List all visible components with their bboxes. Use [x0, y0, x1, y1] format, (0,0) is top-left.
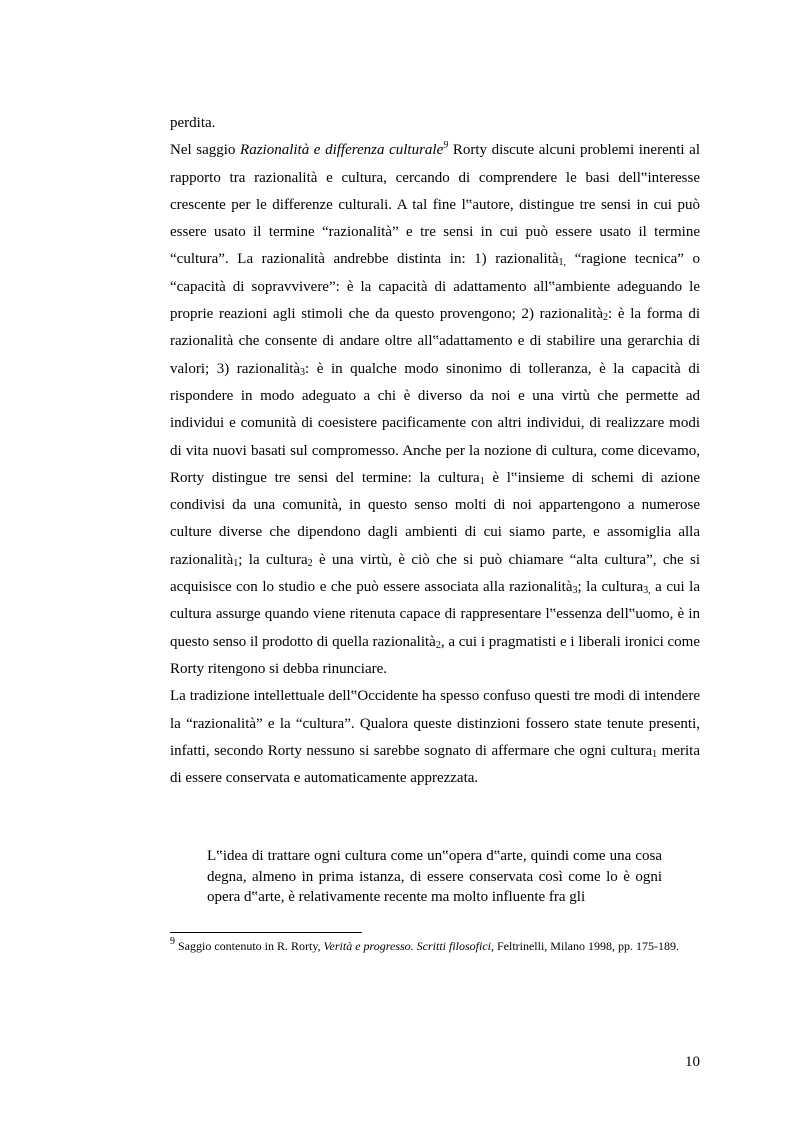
- subscript: 2: [307, 557, 313, 569]
- body-text: [170, 110, 700, 792]
- footnote: [170, 938, 700, 955]
- text-run: a cui la cultura assurge quando viene ritenuta capace di rappresentare l‟essenza dell‟uomo, è in questo senso il prodotto di quella razionalità: [170, 579, 701, 650]
- text-run: è l‟insieme di schemi di azione condivisi da una comunità, in questo senso molti di noi appartengono a numerose culture diverse che dipendono dagli ambienti di cui siamo parte, e assomiglia alla razionalità: [170, 469, 701, 568]
- text-run: merita di essere conservata e automaticamente apprezzata.: [170, 742, 700, 787]
- subscript: 1,: [558, 257, 567, 269]
- text-run: : è la forma di razionalità che consente di andare oltre all‟adattamento e di stabilire una gerarchia di valori; 3) razionalità: [170, 306, 700, 377]
- paragraph-text: perdita.: [170, 115, 216, 131]
- text-run: Rorty discute alcuni problemi inerenti al rapporto tra razionalità e cultura, cercando di comprendere le basi dell‟interesse crescente per le differenze culturali. A tal fine l‟autore, distingue tre sensi in cui può essere usato il termine “razionalità” e tre sensi in cui può essere usato il termine “cultura”. La razionalità andrebbe distinta in: 1) razionalità: [170, 142, 700, 268]
- subscript: 1: [479, 475, 485, 487]
- page-number: 10: [685, 1054, 700, 1070]
- footnote-reference: 9: [443, 140, 449, 152]
- book-title: Verità e progresso. Scritti filosofici: [323, 939, 491, 953]
- paragraph-western-tradition: [170, 683, 700, 792]
- subscript: 2: [602, 312, 608, 324]
- footnote-divider: [170, 932, 362, 933]
- text-run: “ragione tecnica” o “capacità di sopravvivere”: è la capacità di adattamento all‟ambiente adeguando le proprie reazioni agli stimoli che da questo provengono; 2) razionalità: [170, 251, 700, 323]
- text-run: è una virtù, è ciò che si può chiamare “alta cultura”, che si acquisisce con lo studio e che può essere associata alla razionalità: [170, 551, 701, 596]
- footnote-mark: 9: [170, 936, 175, 947]
- block-quote: L‟idea di trattare ogni cultura come un‟opera d‟arte, quindi come una cosa degna, almeno in prima istanza, di essere conservata così come lo è ogni opera d‟arte, è relativamente recente ma molto influente fra gli: [207, 848, 662, 905]
- text-run: : è in qualche modo sinonimo di tolleranza, è la capacità di rispondere in modo adeguato a chi è diverso da noi e una virtù che permette ad individui e comunità di coesistere pacificamente con altri individui, di realizzare modi di vita nuovi basati sul compromesso. Anche per la nozione di cultura, come dicevamo, Rorty distingue tre sensi del termine: la cultura: [170, 360, 700, 486]
- text-run: , a cui i pragmatisti e i liberali ironici come Rorty ritengono si debba rinunciare.: [170, 633, 700, 677]
- text-run: Nel saggio: [170, 142, 241, 159]
- text-run: La tradizione intellettuale dell‟Occidente ha spesso confuso questi tre modi di intendere la “razionalità” e la “cultura”. Qualora queste distinzioni fossero state tenute presenti, infatti, secondo Rorty nessuno si sarebbe sognato di affermare che ogni cultura: [170, 688, 700, 759]
- paragraph-continuation: [170, 110, 700, 137]
- subscript: 3,: [643, 585, 651, 597]
- paragraph-rorty-essay: [170, 137, 700, 683]
- subscript: 1: [652, 748, 658, 760]
- subscript: 1: [233, 557, 239, 569]
- text-run: ; la cultura: [577, 579, 644, 596]
- footnote-text: Saggio contenuto in R. Rorty,: [175, 939, 324, 953]
- subscript: 2: [435, 639, 441, 651]
- subscript: 3: [572, 585, 578, 597]
- main-text: [170, 110, 700, 792]
- essay-title: Razionalità e differenza culturale: [240, 142, 444, 159]
- footnote-text: , Feltrinelli, Milano 1998, pp. 175-189.: [490, 939, 679, 953]
- subscript: 3: [300, 366, 306, 378]
- text-run: ; la cultura: [238, 551, 308, 568]
